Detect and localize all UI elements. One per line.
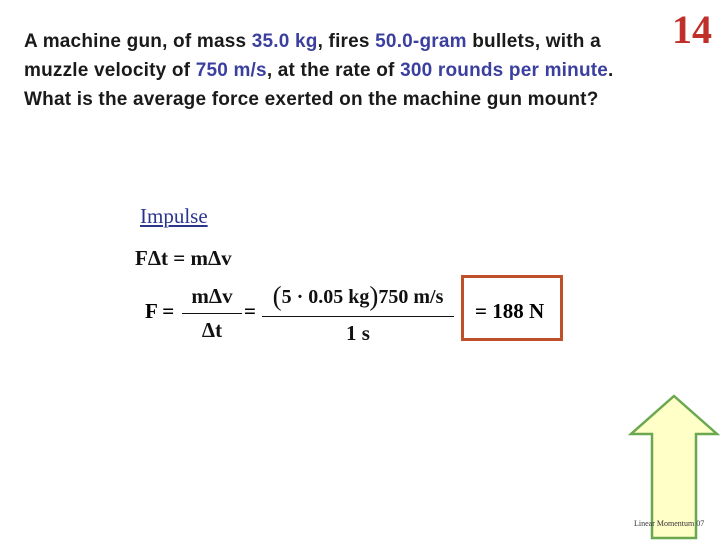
frac2-num-velocity: 750 m/s [378, 286, 444, 308]
frac2-denominator: 1 s [346, 321, 370, 345]
frac1-bar [182, 313, 242, 314]
result-value: = 188 N [475, 299, 545, 323]
frac1-denominator: Δt [201, 318, 223, 342]
frac2-bar [262, 316, 454, 317]
rate-value: 300 rounds per minute [400, 60, 609, 81]
topic-link[interactable]: Impulse [140, 204, 208, 228]
equals-sign: = [244, 299, 256, 323]
fraction-substituted [262, 281, 454, 346]
fraction-momentum-over-time [182, 284, 242, 343]
close-paren: ) [369, 281, 379, 311]
impulse-equation: FΔt = mΔv [135, 246, 232, 270]
mass-value: 35.0 kg [251, 31, 318, 52]
problem-text-5: . What is the average force exerted on the machine gun mount? [24, 60, 614, 110]
slide-number: 14 [672, 7, 712, 52]
problem-statement [24, 27, 634, 114]
problem-text-3: bullets, with a muzzle velocity of [24, 31, 601, 81]
bullet-mass-value: 50.0-gram [375, 31, 467, 52]
frac2-num-mass: 5 · 0.05 kg [281, 286, 370, 308]
problem-text-4: , at the rate of [266, 60, 401, 81]
footer-caption: Linear Momentum 07 [634, 519, 705, 528]
frac2-numerator [262, 281, 454, 312]
frac1-numerator: mΔv [191, 284, 233, 308]
open-paren: ( [272, 281, 282, 311]
problem-text-2: , fires [317, 31, 376, 52]
force-lhs: F = [145, 299, 175, 323]
problem-text-1: A machine gun, of mass [24, 31, 252, 52]
up-arrow-icon[interactable] [628, 392, 720, 540]
velocity-value: 750 m/s [195, 60, 267, 81]
